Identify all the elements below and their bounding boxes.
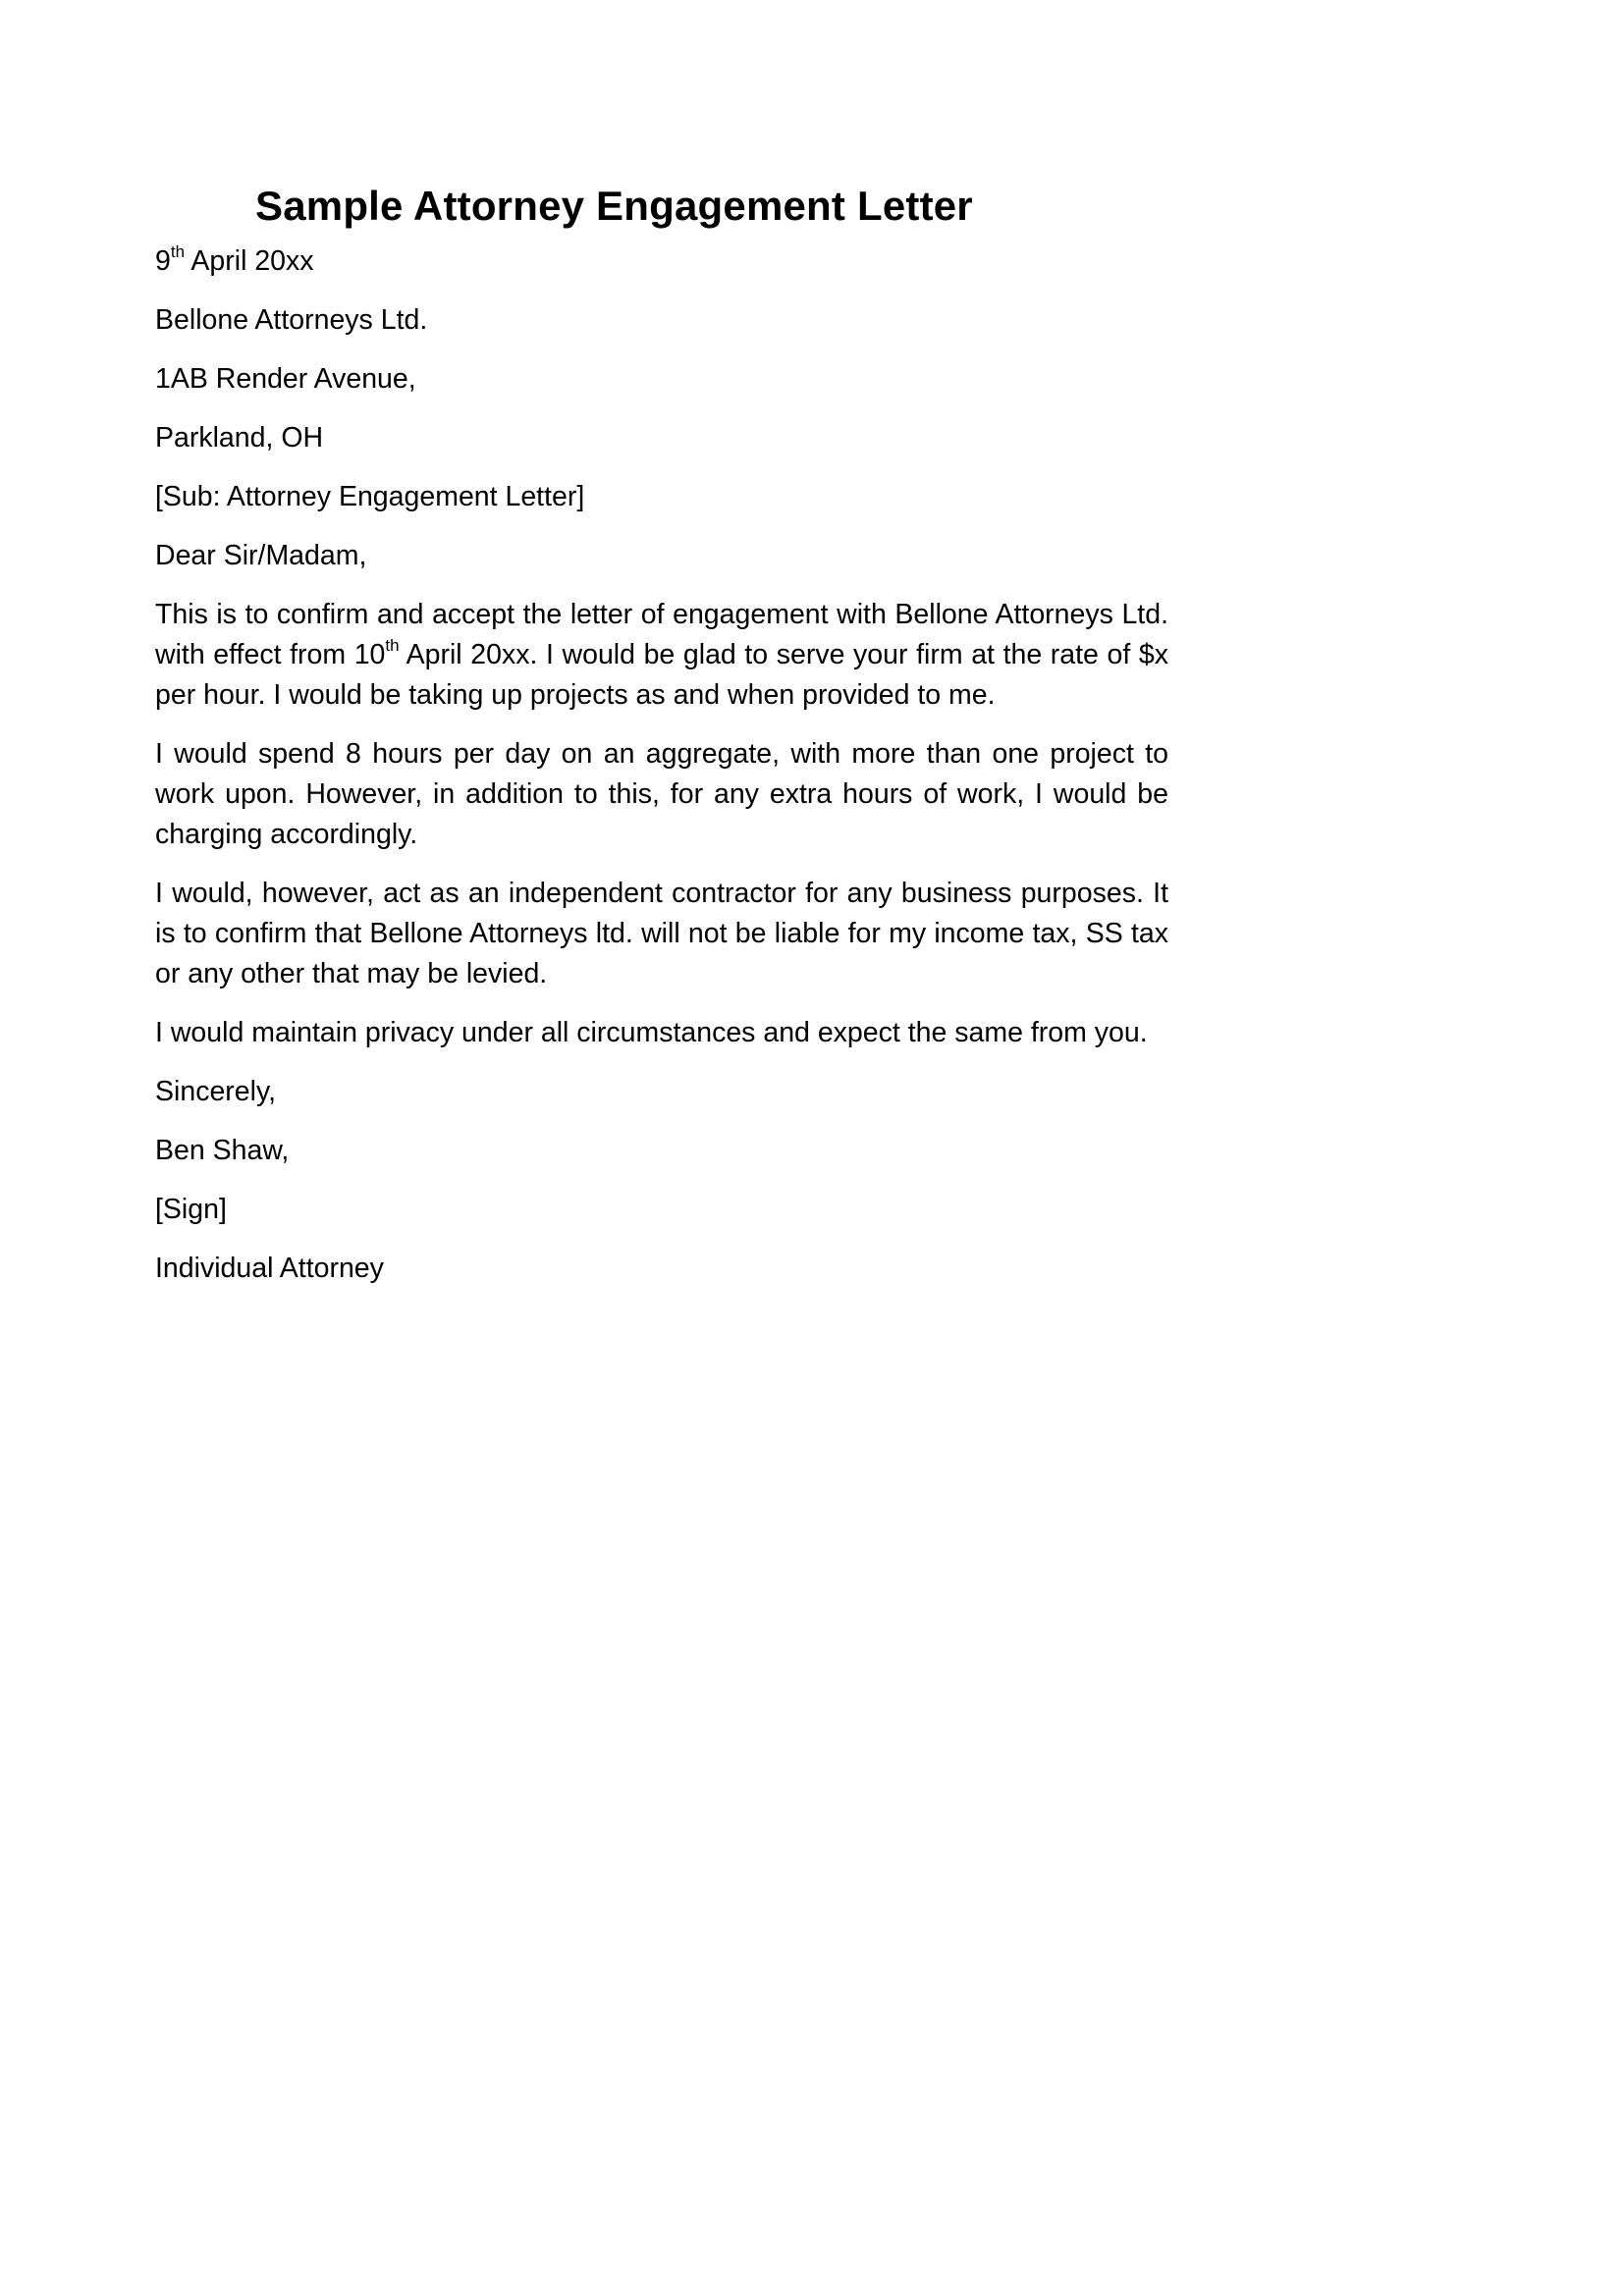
recipient-address-line1: 1AB Render Avenue, bbox=[155, 363, 416, 395]
closing: Sincerely, bbox=[155, 1076, 277, 1107]
letter-date bbox=[155, 241, 1168, 282]
paragraph-1-suffix: th bbox=[385, 635, 400, 655]
body-paragraph-2: I would spend 8 hours per day on an aggregate, with more than one project to work upon. However, in addition to this, for any extra hours of work, I would be charging accordingly. bbox=[155, 738, 1168, 850]
signer-name: Ben Shaw, bbox=[155, 1135, 290, 1166]
paragraph-1-text-a: This is to confirm and accept the letter of engagement with Bellone Attorneys Ltd. with effect from 10 bbox=[155, 599, 1168, 670]
signature-placeholder: [Sign] bbox=[155, 1194, 227, 1225]
signer-title: Individual Attorney bbox=[155, 1253, 384, 1284]
date-rest: April 20xx bbox=[185, 245, 314, 277]
recipient-name: Bellone Attorneys Ltd. bbox=[155, 304, 428, 336]
body-paragraph-1 bbox=[155, 595, 1168, 716]
body-paragraph-3: I would, however, act as an independent contractor for any business purposes. It is to confirm that Bellone Attorneys ltd. will not be liable for my income tax, SS tax or any other that may be levied. bbox=[155, 878, 1168, 989]
date-day: 9 bbox=[155, 245, 171, 277]
document-title: Sample Attorney Engagement Letter bbox=[255, 183, 973, 229]
subject-line: [Sub: Attorney Engagement Letter] bbox=[155, 481, 585, 512]
recipient-address-line2: Parkland, OH bbox=[155, 422, 324, 454]
date-suffix: th bbox=[170, 241, 186, 261]
body-paragraph-4: I would maintain privacy under all circumstances and expect the same from you. bbox=[155, 1017, 1148, 1048]
paragraph-1-text-b: April 20xx. I would be glad to serve your firm at the rate of $x per hour. I would be taking up projects as and when provided to me. bbox=[155, 639, 1168, 711]
letter-body bbox=[155, 241, 1168, 1308]
salutation: Dear Sir/Madam, bbox=[155, 540, 367, 571]
